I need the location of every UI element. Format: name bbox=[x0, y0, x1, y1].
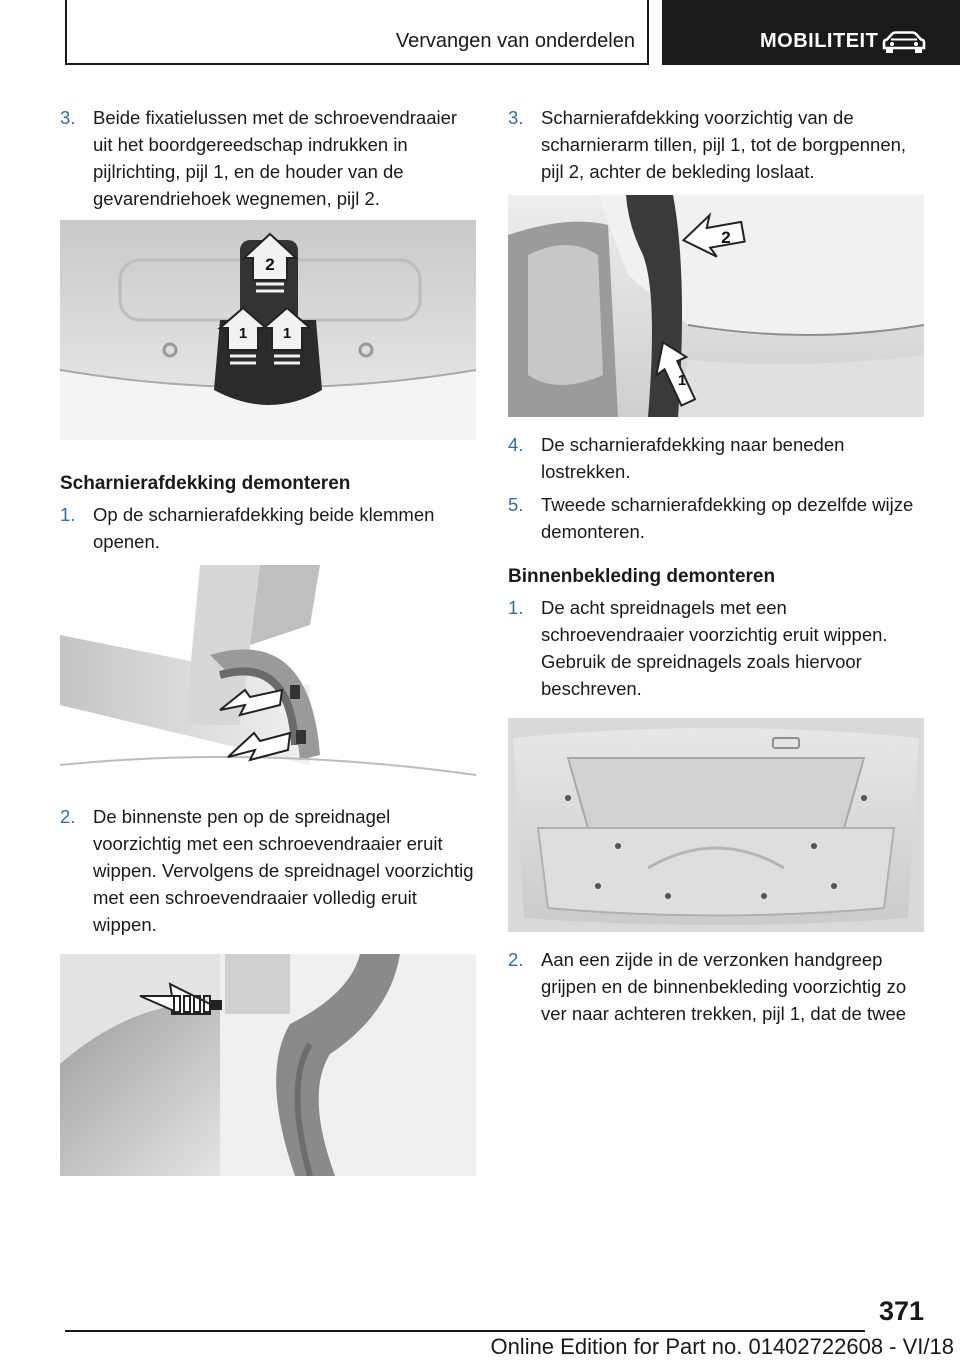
step-number: 3. bbox=[60, 107, 76, 128]
arrow-label: 2 bbox=[265, 255, 275, 274]
chapter-header bbox=[65, 0, 649, 65]
figure-hinge-cover-lift bbox=[508, 195, 924, 417]
list-item bbox=[60, 501, 476, 555]
footer-divider bbox=[65, 1330, 865, 1332]
edition-text: Online Edition for Part no. 01402722608 - VI/18 bbox=[490, 1334, 954, 1359]
figure-trunk-lining bbox=[508, 718, 924, 932]
step-number: 1. bbox=[508, 597, 524, 618]
step-text: De binnenste pen op de spreidnagel voorzichtig met een schroevendraaier eruit wippen. Vervolgens de spreidnagel voorzichtig met een schroevendraaier volledig eruit wippen. bbox=[93, 806, 474, 935]
list-item bbox=[60, 104, 476, 212]
step-text: Aan een zijde in de verzonken handgreep grijpen en de binnenbekleding voorzichtig zo ver naar achteren trekken, pijl 1, dat de twee bbox=[541, 949, 907, 1024]
car-icon bbox=[880, 30, 928, 54]
step-text: Beide fixatielussen met de schroevendraaier uit het boordgereedschap indrukken in pijlrichting, pijl 1, en de houder van de gevarendriehoek wegnemen, pijl 2. bbox=[93, 107, 458, 209]
page-number: 371 bbox=[878, 1296, 924, 1326]
list-item bbox=[508, 431, 924, 485]
step-number: 3. bbox=[508, 107, 524, 128]
section-heading: Scharnierafdekking demonteren bbox=[60, 473, 351, 494]
step-text: Scharnierafdekking voorzichtig van de scharnierarm tillen, pijl 1, tot de borgpennen, pijl 2, achter de bekleding loslaat. bbox=[541, 107, 907, 182]
step-number: 2. bbox=[60, 806, 76, 827]
list-item bbox=[508, 594, 924, 702]
step-text: De acht spreidnagels met een schroevendraaier voorzichtig eruit wippen. Gebruik de spreidnagels zoals hiervoor beschreven. bbox=[541, 597, 888, 699]
step-text: Tweede scharnierafdekking op dezelfde wijze demonteren. bbox=[541, 494, 914, 542]
list-item bbox=[60, 803, 476, 938]
chapter-title: Vervangen van onderdelen bbox=[395, 30, 635, 52]
step-number: 1. bbox=[60, 504, 76, 525]
arrow-label: 1 bbox=[282, 325, 292, 342]
list-item bbox=[508, 491, 924, 545]
section-label: MOBILITEIT bbox=[760, 30, 879, 52]
left-column bbox=[60, 104, 476, 1176]
figure-hinge-clamps bbox=[60, 565, 476, 787]
arrow-label: 2 bbox=[721, 228, 731, 247]
figure-warning-triangle-holder bbox=[60, 220, 476, 440]
step-text: Op de scharnierafdekking beide klemmen openen. bbox=[93, 504, 435, 552]
section-heading: Binnenbekleding demonteren bbox=[508, 566, 776, 587]
list-item bbox=[508, 104, 924, 185]
step-number: 5. bbox=[508, 494, 524, 515]
step-number: 4. bbox=[508, 434, 524, 455]
arrow-label: 1 bbox=[238, 325, 248, 342]
step-text: De scharnierafdekking naar beneden lostrekken. bbox=[541, 434, 845, 482]
right-column bbox=[508, 104, 924, 1027]
list-item bbox=[508, 946, 924, 1027]
arrow-label: 1 bbox=[677, 372, 687, 389]
step-number: 2. bbox=[508, 949, 524, 970]
figure-spreader-rivet bbox=[60, 954, 476, 1176]
section-tab bbox=[662, 0, 960, 65]
